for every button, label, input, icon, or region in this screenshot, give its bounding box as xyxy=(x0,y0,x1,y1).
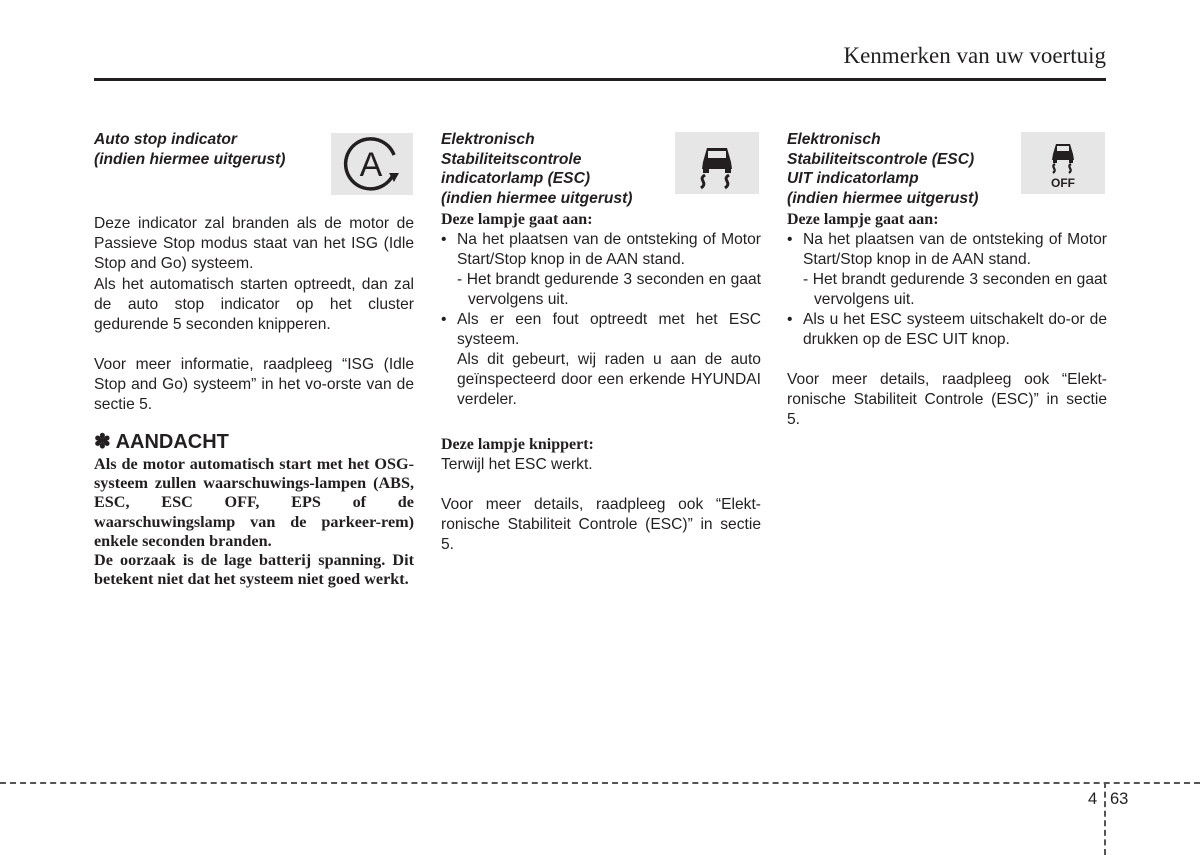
esc-off-subhead-on: Deze lampje gaat aan: xyxy=(787,211,939,228)
caution-body-2: De oorzaak is de lage batterij spanning. Dit betekent niet dat het systeem niet goed werkt. xyxy=(94,551,414,589)
esc-subhead-blink: Deze lampje knippert: xyxy=(441,436,594,453)
title-line: Elektronisch xyxy=(787,131,881,148)
column-esc xyxy=(441,130,761,555)
esc-bullet-2b xyxy=(441,350,761,410)
page-number: 63 xyxy=(1110,790,1129,808)
chapter-number: 4 xyxy=(1088,790,1098,808)
title-line: (indien hiermee uitgerust) xyxy=(787,189,979,207)
auto-stop-para-3: Voor meer informatie, raadpleeg “ISG (Idle Stop and Go) systeem” in het vo-orste van de sectie 5. xyxy=(94,356,414,413)
esc-bullet-2 xyxy=(441,310,761,350)
bullet-text: Als er een fout optreedt met het ESC systeem. xyxy=(457,311,761,348)
bullet-dot: • xyxy=(441,231,447,248)
esc-off-bullet-1 xyxy=(787,230,1107,270)
title-line: Stabiliteitscontrole (ESC) xyxy=(787,150,975,168)
esc-off-bullet-2 xyxy=(787,310,1107,350)
bullet-dot: • xyxy=(787,311,793,328)
bullet-dot: • xyxy=(787,231,793,248)
esc-sub-1 xyxy=(441,270,761,310)
esc-para-more: Voor meer details, raadpleeg ook “Elekt-ronische Stabiliteit Controle (ESC)” in sectie 5. xyxy=(441,496,761,553)
section-title-esc xyxy=(441,130,666,208)
esc-off-icon-label: OFF xyxy=(1051,176,1075,190)
bullet-text: Als u het ESC systeem uitschakelt do-or de drukken op de ESC UIT knop. xyxy=(803,311,1107,348)
auto-stop-para-1: Deze indicator zal branden als de motor de Passieve Stop modus staat van het ISG (Idle Stop and Go) systeem. xyxy=(94,215,414,272)
title-line: Auto stop indicator xyxy=(94,131,237,148)
esc-off-para-more: Voor meer details, raadpleeg ook “Elekt-ronische Stabiliteit Controle (ESC)” in sectie 5. xyxy=(787,371,1107,428)
bullet-text: Als dit gebeurt, wij raden u aan de auto geïnspecteerd door een erkende HYUNDAI verdeler. xyxy=(457,351,761,408)
bullet-dot: • xyxy=(441,311,447,328)
esc-subhead-on: Deze lampje gaat aan: xyxy=(441,211,593,228)
esc-para-blink: Terwijl het ESC werkt. xyxy=(441,456,593,473)
title-line: UIT indicatorlamp xyxy=(787,170,919,187)
sub-text: - Het brandt gedurende 3 seconden en gaat vervolgens uit. xyxy=(457,271,761,308)
caution-title: ✽ AANDACHT xyxy=(94,431,229,453)
bullet-text: Na het plaatsen van de ontsteking of Motor Start/Stop knop in de AAN stand. xyxy=(457,231,761,268)
title-line: Elektronisch xyxy=(441,131,535,148)
footer-dashed-divider xyxy=(1104,782,1106,855)
esc-off-icon xyxy=(1021,132,1105,194)
svg-text:A: A xyxy=(359,146,383,184)
title-line: (indien hiermee uitgerust) xyxy=(441,189,633,207)
section-title-auto-stop xyxy=(94,130,319,169)
footer-dashed-rule xyxy=(0,782,1200,784)
esc-off-sub-1 xyxy=(787,270,1107,310)
esc-icon xyxy=(675,132,759,194)
bullet-text: Na het plaatsen van de ontsteking of Motor Start/Stop knop in de AAN stand. xyxy=(803,231,1107,268)
auto-stop-icon xyxy=(331,133,413,195)
caution-body-1: Als de motor automatisch start met het OSG-systeem zullen waarschuwings-lampen (ABS, ESC, ESC OFF, EPS of de waarschuwingslamp van de parkeer-rem) enkele seconden branden. xyxy=(94,455,414,550)
title-line: (indien hiermee uitgerust) xyxy=(94,150,286,168)
header-rule xyxy=(94,78,1106,81)
column-auto-stop xyxy=(94,130,414,589)
title-line: Stabiliteitscontrole xyxy=(441,150,582,168)
column-esc-off xyxy=(787,130,1107,430)
auto-stop-para-2: Als het automatisch starten optreedt, dan zal de auto stop indicator op het cluster gedurende 5 seconden knipperen. xyxy=(94,276,414,333)
sub-text: - Het brandt gedurende 3 seconden en gaat vervolgens uit. xyxy=(803,271,1107,308)
section-title-esc-off xyxy=(787,130,1012,208)
title-line: indicatorlamp (ESC) xyxy=(441,170,591,187)
esc-bullet-1 xyxy=(441,230,761,270)
page-header-title: Kenmerken van uw voertuig xyxy=(843,43,1106,68)
